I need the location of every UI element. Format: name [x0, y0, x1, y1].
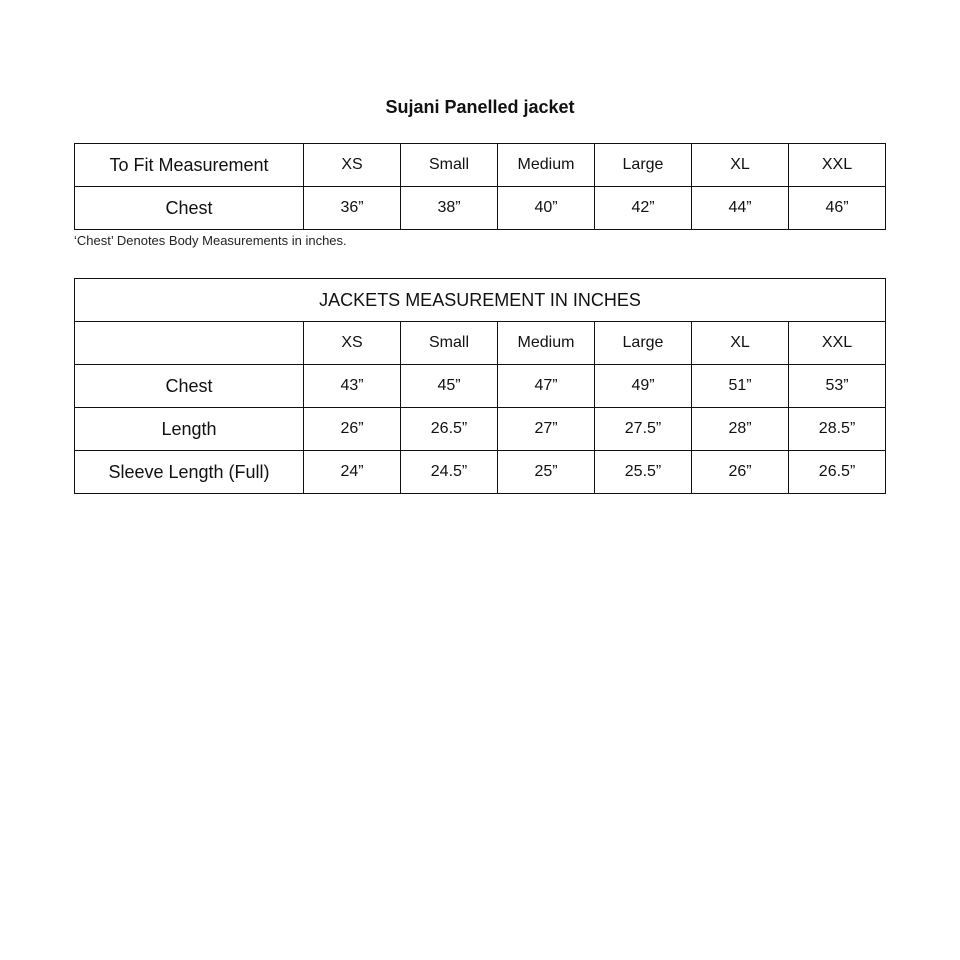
- value-cell: 40”: [498, 187, 595, 230]
- page-title: Sujani Panelled jacket: [385, 97, 575, 117]
- size-header-cell: XXL: [789, 144, 886, 187]
- value-cell: 26”: [304, 408, 401, 451]
- size-header-cell: Small: [401, 322, 498, 365]
- value-cell: 28.5”: [789, 408, 886, 451]
- value-cell: 27.5”: [595, 408, 692, 451]
- corner-cell: [75, 322, 304, 365]
- value-cell: 27”: [498, 408, 595, 451]
- table-row: [75, 187, 886, 230]
- table-row: [75, 408, 886, 451]
- table-caption-row: [75, 279, 886, 322]
- value-cell: 26.5”: [401, 408, 498, 451]
- size-header-cell: XS: [304, 144, 401, 187]
- value-cell: 43”: [304, 365, 401, 408]
- value-cell: 45”: [401, 365, 498, 408]
- value-cell: 36”: [304, 187, 401, 230]
- measurement-note: ‘Chest’ Denotes Body Measurements in inches.: [74, 233, 347, 248]
- value-cell: 26”: [692, 451, 789, 494]
- row-label-cell: Chest: [75, 365, 304, 408]
- size-header-cell: XL: [692, 144, 789, 187]
- value-cell: 47”: [498, 365, 595, 408]
- value-cell: 49”: [595, 365, 692, 408]
- table-row: [75, 365, 886, 408]
- value-cell: 24.5”: [401, 451, 498, 494]
- size-header-cell: Large: [595, 322, 692, 365]
- value-cell: 26.5”: [789, 451, 886, 494]
- table-row: [75, 451, 886, 494]
- size-header-cell: Small: [401, 144, 498, 187]
- value-cell: 53”: [789, 365, 886, 408]
- row-label-cell: Chest: [75, 187, 304, 230]
- row-label-cell: Sleeve Length (Full): [75, 451, 304, 494]
- to-fit-measurement-table: [74, 143, 886, 230]
- size-header-cell: Large: [595, 144, 692, 187]
- value-cell: 44”: [692, 187, 789, 230]
- value-cell: 46”: [789, 187, 886, 230]
- size-header-cell: Medium: [498, 144, 595, 187]
- value-cell: 51”: [692, 365, 789, 408]
- value-cell: 24”: [304, 451, 401, 494]
- size-header-cell: XXL: [789, 322, 886, 365]
- table-header-row: [75, 144, 886, 187]
- header-label-cell: To Fit Measurement: [75, 144, 304, 187]
- value-cell: 42”: [595, 187, 692, 230]
- value-cell: 25”: [498, 451, 595, 494]
- table-header-row: [75, 322, 886, 365]
- size-header-cell: XL: [692, 322, 789, 365]
- value-cell: 28”: [692, 408, 789, 451]
- table-caption: JACKETS MEASUREMENT IN INCHES: [75, 279, 886, 322]
- size-header-cell: XS: [304, 322, 401, 365]
- jacket-measurement-table: [74, 278, 886, 494]
- size-header-cell: Medium: [498, 322, 595, 365]
- value-cell: 38”: [401, 187, 498, 230]
- row-label-cell: Length: [75, 408, 304, 451]
- value-cell: 25.5”: [595, 451, 692, 494]
